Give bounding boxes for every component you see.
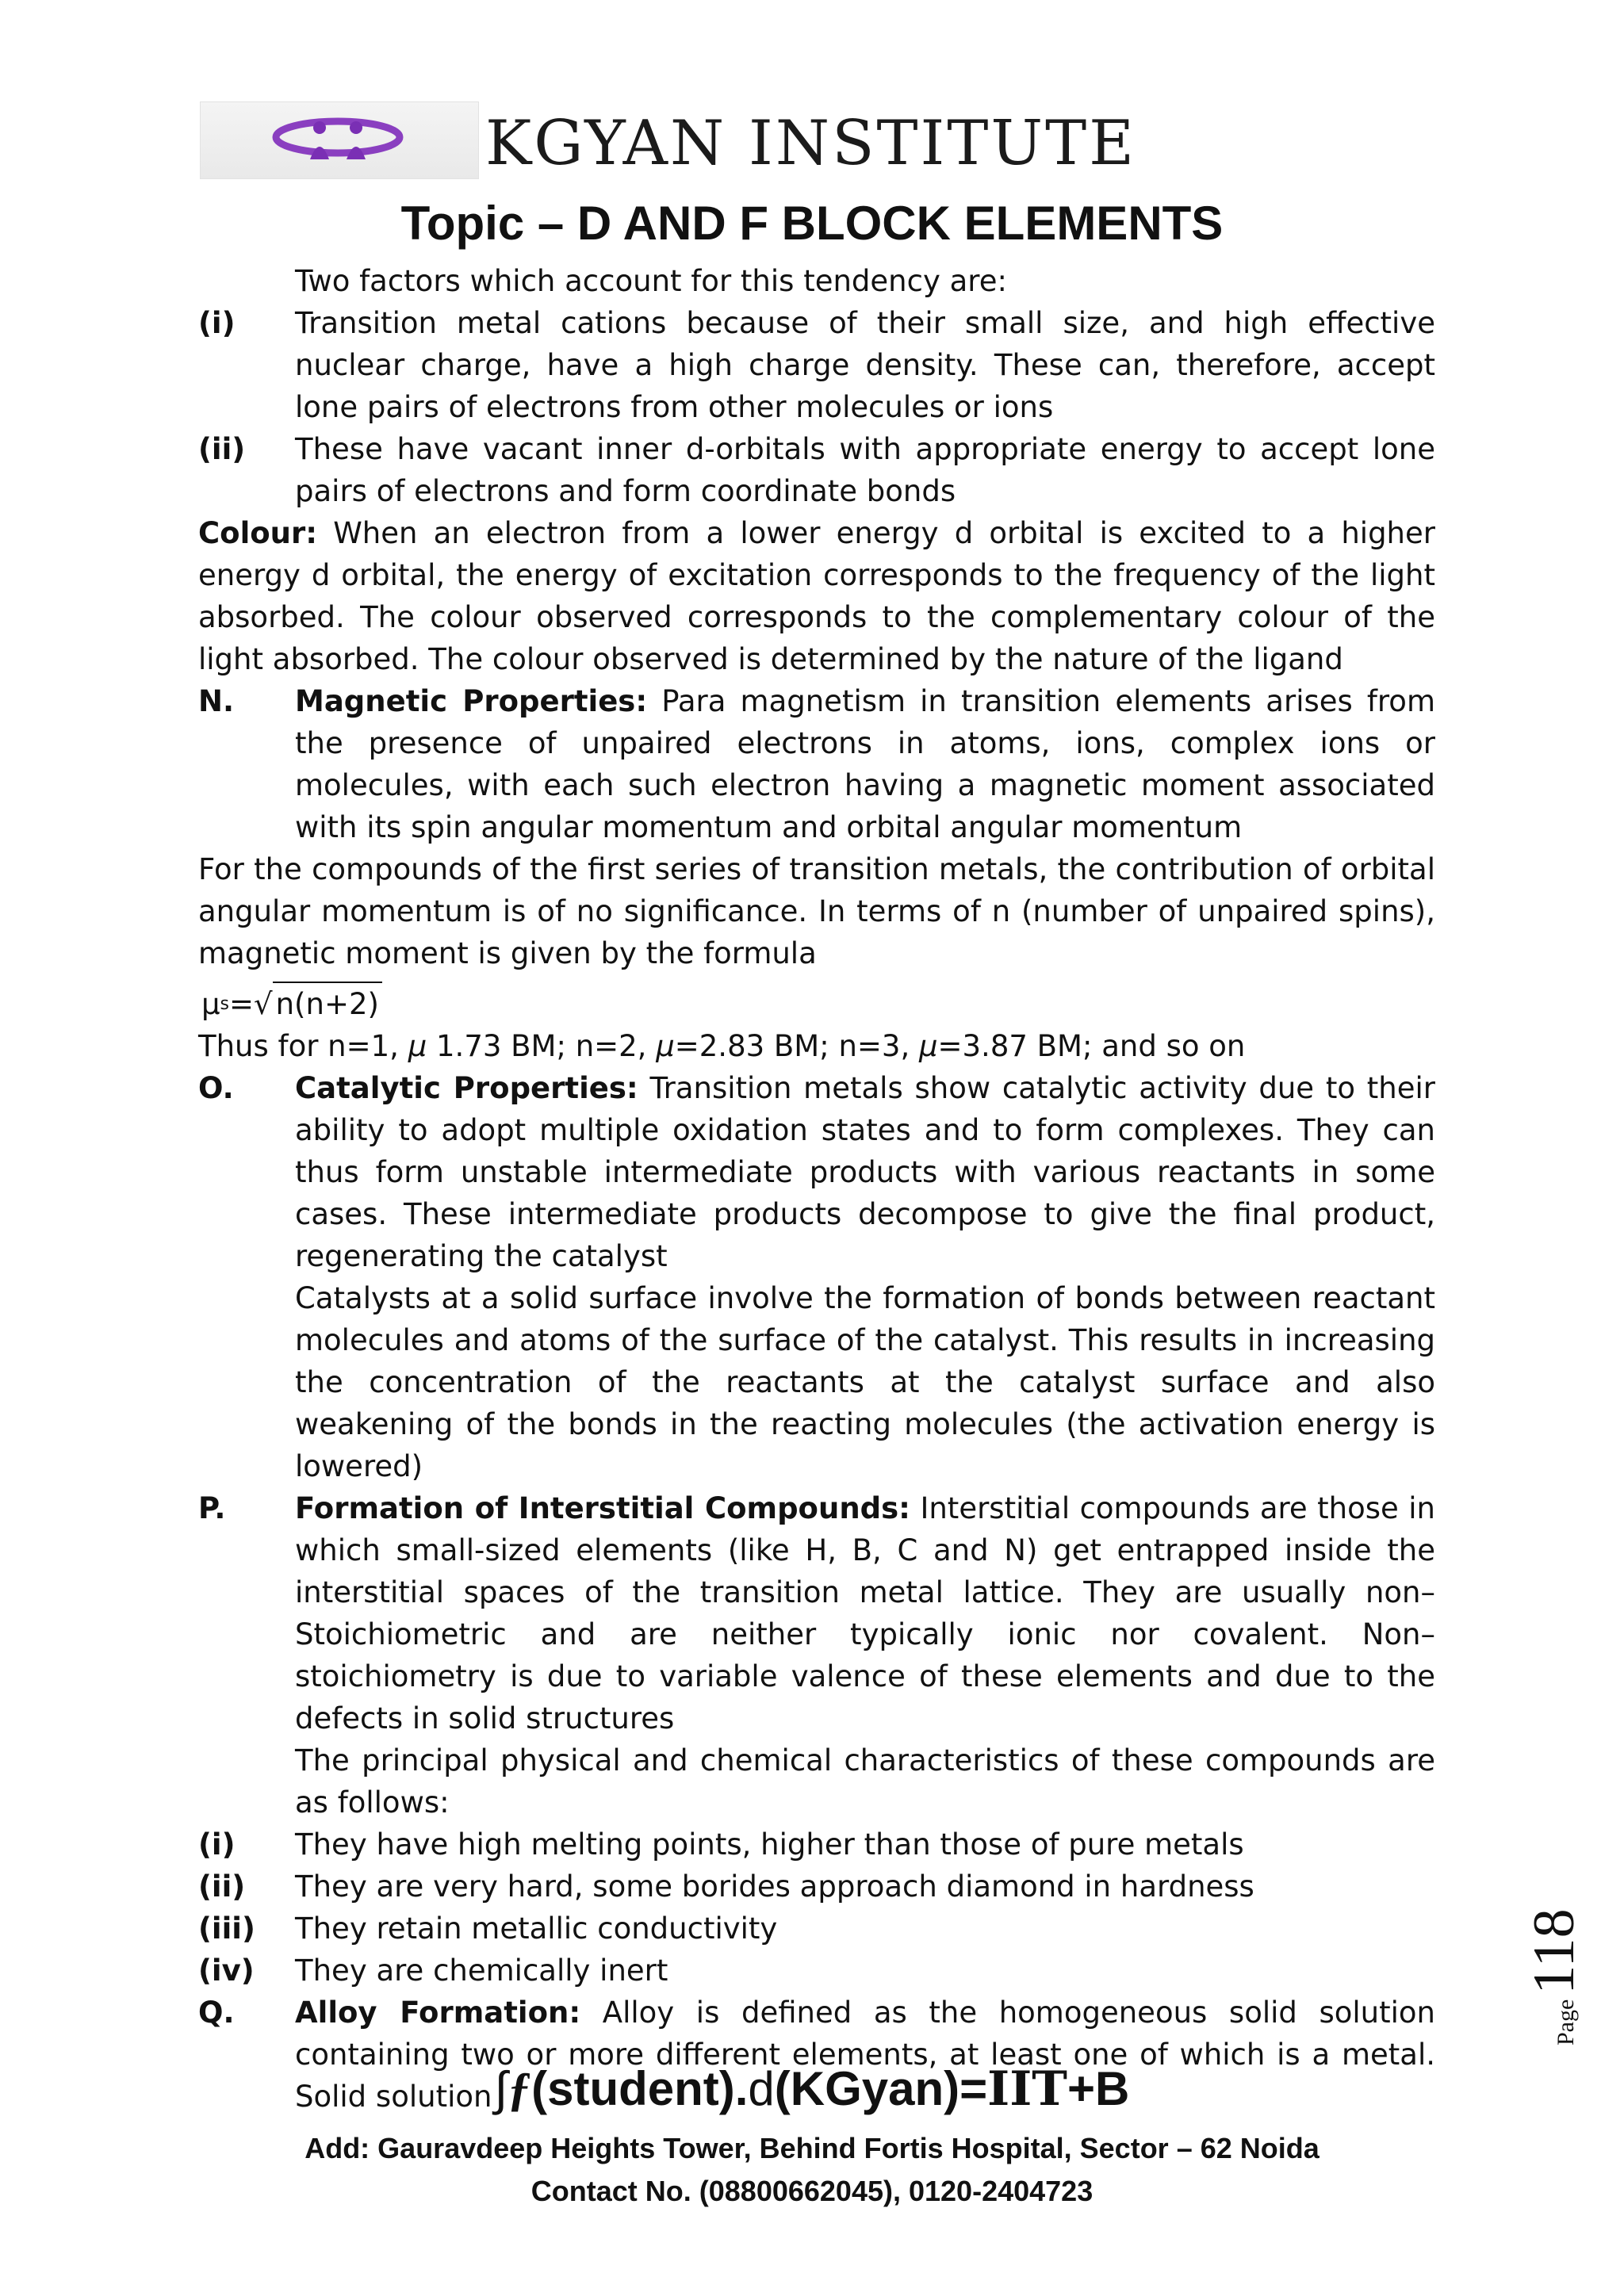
page-number-value: 118: [1522, 1908, 1587, 1995]
page-word: Page: [1553, 1999, 1579, 2045]
colour-text: When an electron from a lower energy d orbital is excited to a higher energy d orbital, the energy of excitation corresponds to the frequency of the light absorbed. The colour observed corresponds to the complementary colour of the light absorbed. The colour observed is determined by the nature of the ligand: [198, 516, 1435, 676]
integral-icon: ∫: [494, 2062, 508, 2115]
catalytic-section: [198, 1067, 1435, 1277]
section-heading: Magnetic Properties:: [295, 684, 648, 718]
formula-equals: =: [229, 987, 255, 1021]
magnetic-section: [198, 680, 1435, 848]
logo: [200, 101, 479, 179]
formula-subscript: s: [220, 994, 230, 1014]
intro-text: Two factors which account for this tendency are:: [295, 264, 1007, 298]
list-marker: (i): [198, 1827, 236, 1862]
text-run: Thus for n=1,: [198, 1029, 408, 1063]
factor-text: These have vacant inner d-orbitals with appropriate energy to accept lone pairs of electrons and form coordinate bonds: [295, 432, 1435, 508]
list-item: [198, 1950, 1435, 1992]
section-marker: N.: [198, 684, 235, 718]
colour-paragraph: [198, 512, 1435, 680]
colour-label: Colour:: [198, 516, 318, 550]
logo-figures-icon: [270, 113, 405, 166]
section-marker: O.: [198, 1071, 234, 1105]
formula-mu: μ: [201, 987, 220, 1021]
list-item: [198, 1908, 1435, 1950]
first-series-paragraph: For the compounds of the first series of transition metals, the contribution of orbital angular momentum is of no significance. In terms of n (number of unpaired spins), magnetic moment is given by the formula: [198, 852, 1435, 970]
text-run: =2.83 BM; n=3,: [674, 1029, 919, 1063]
section-text: Alloy is defined as the homogeneous solid solution containing two or more different elements, at least one of which is a metal. Solid solution: [295, 1996, 1436, 2114]
factor-item: [198, 428, 1435, 512]
list-item-text: They are chemically inert: [295, 1954, 668, 1988]
document-body: [198, 260, 1435, 2118]
section-heading: Formation of Interstitial Compounds:: [295, 1491, 910, 1525]
section-heading: Alloy Formation:: [295, 1996, 581, 2030]
list-item: [198, 1866, 1435, 1908]
footer-equation: [0, 2061, 1624, 2117]
factor-item: [198, 302, 1435, 428]
page-number: [1521, 1887, 1592, 2045]
mu-symbol: μ: [656, 1029, 675, 1063]
list-marker: (iv): [198, 1954, 255, 1988]
footer-address: Add: Gauravdeep Heights Tower, Behind Fortis Hospital, Sector – 62 Noida: [304, 2132, 1320, 2164]
interstitial-section: [198, 1487, 1435, 1739]
footer-text: d: [748, 2062, 775, 2115]
section-marker: P.: [198, 1491, 226, 1525]
magnetic-moment-formula: [198, 974, 1435, 1025]
list-marker: (ii): [198, 1869, 246, 1904]
factor-text: Transition metal cations because of their small size, and high effective nuclear charge, have a high charge density. These can, therefore, accept lone pairs of electrons from other molecules or ions: [295, 306, 1435, 424]
footer-text: (student).: [531, 2062, 749, 2115]
footer-text: IIT: [987, 2061, 1067, 2117]
catalytic-paragraph-2: Catalysts at a solid surface involve the formation of bonds between reactant molecules and atoms of the surface of the catalyst. This results in increasing the concentration of the reactants at the catalyst surface and also weakening of the bonds in the reacting molecules (the activation energy is lowered): [295, 1281, 1435, 1483]
text-run: =3.87 BM; and so on: [937, 1029, 1246, 1063]
interstitial-paragraph-2: The principal physical and chemical characteristics of these compounds are as follows:: [295, 1743, 1435, 1820]
list-item-text: They have high melting points, higher than those of pure metals: [295, 1827, 1244, 1862]
page-title: Topic – D AND F BLOCK ELEMENTS: [400, 197, 1224, 250]
formula-root-icon: √: [254, 987, 273, 1021]
institute-name: KGYAN INSTITUTE: [485, 108, 1137, 179]
mu-symbol: μ: [918, 1029, 938, 1063]
mu-symbol: μ: [408, 1029, 427, 1063]
list-marker: (ii): [198, 432, 246, 466]
section-text: Transition metals show catalytic activity due to their ability to adopt multiple oxidation states and to form complexes. They can thus form unstable intermediate products with various reactants in some cases. These intermediate products decompose to give the final product, regenerating the catalyst: [295, 1071, 1436, 1273]
list-item-text: They are very hard, some borides approach diamond in hardness: [295, 1869, 1254, 1904]
text-run: 1.73 BM; n=2,: [427, 1029, 657, 1063]
thus-for-line: [198, 1025, 1435, 1067]
footer-text: (KGyan)=: [774, 2062, 988, 2115]
list-marker: (iii): [198, 1911, 255, 1946]
footer-text: +B: [1067, 2062, 1130, 2115]
section-marker: Q.: [198, 1996, 235, 2030]
section-text: Interstitial compounds are those in which small-sized elements (like H, B, C and N) get entrapped inside the interstitial spaces of the transition metal lattice. They are usually non–Stoichiometric and are neither typically ionic nor covalent. Non–stoichiometry is due to variable valence of these elements and due to the defects in solid structures: [295, 1491, 1435, 1735]
list-item-text: They retain metallic conductivity: [295, 1911, 778, 1946]
formula-radicand: n(n+2): [273, 982, 382, 1025]
function-symbol: ƒ: [508, 2063, 532, 2115]
section-text: Para magnetism in transition elements arises from the presence of unpaired electrons in atoms, ions, complex ions or molecules, with each such electron having a magnetic moment associated with its spin angular momentum and orbital angular momentum: [295, 684, 1435, 844]
section-heading: Catalytic Properties:: [295, 1071, 638, 1105]
list-marker: (i): [198, 306, 236, 340]
list-item: [198, 1823, 1435, 1866]
footer-contact: Contact No. (08800662045), 0120-2404723: [530, 2175, 1094, 2207]
